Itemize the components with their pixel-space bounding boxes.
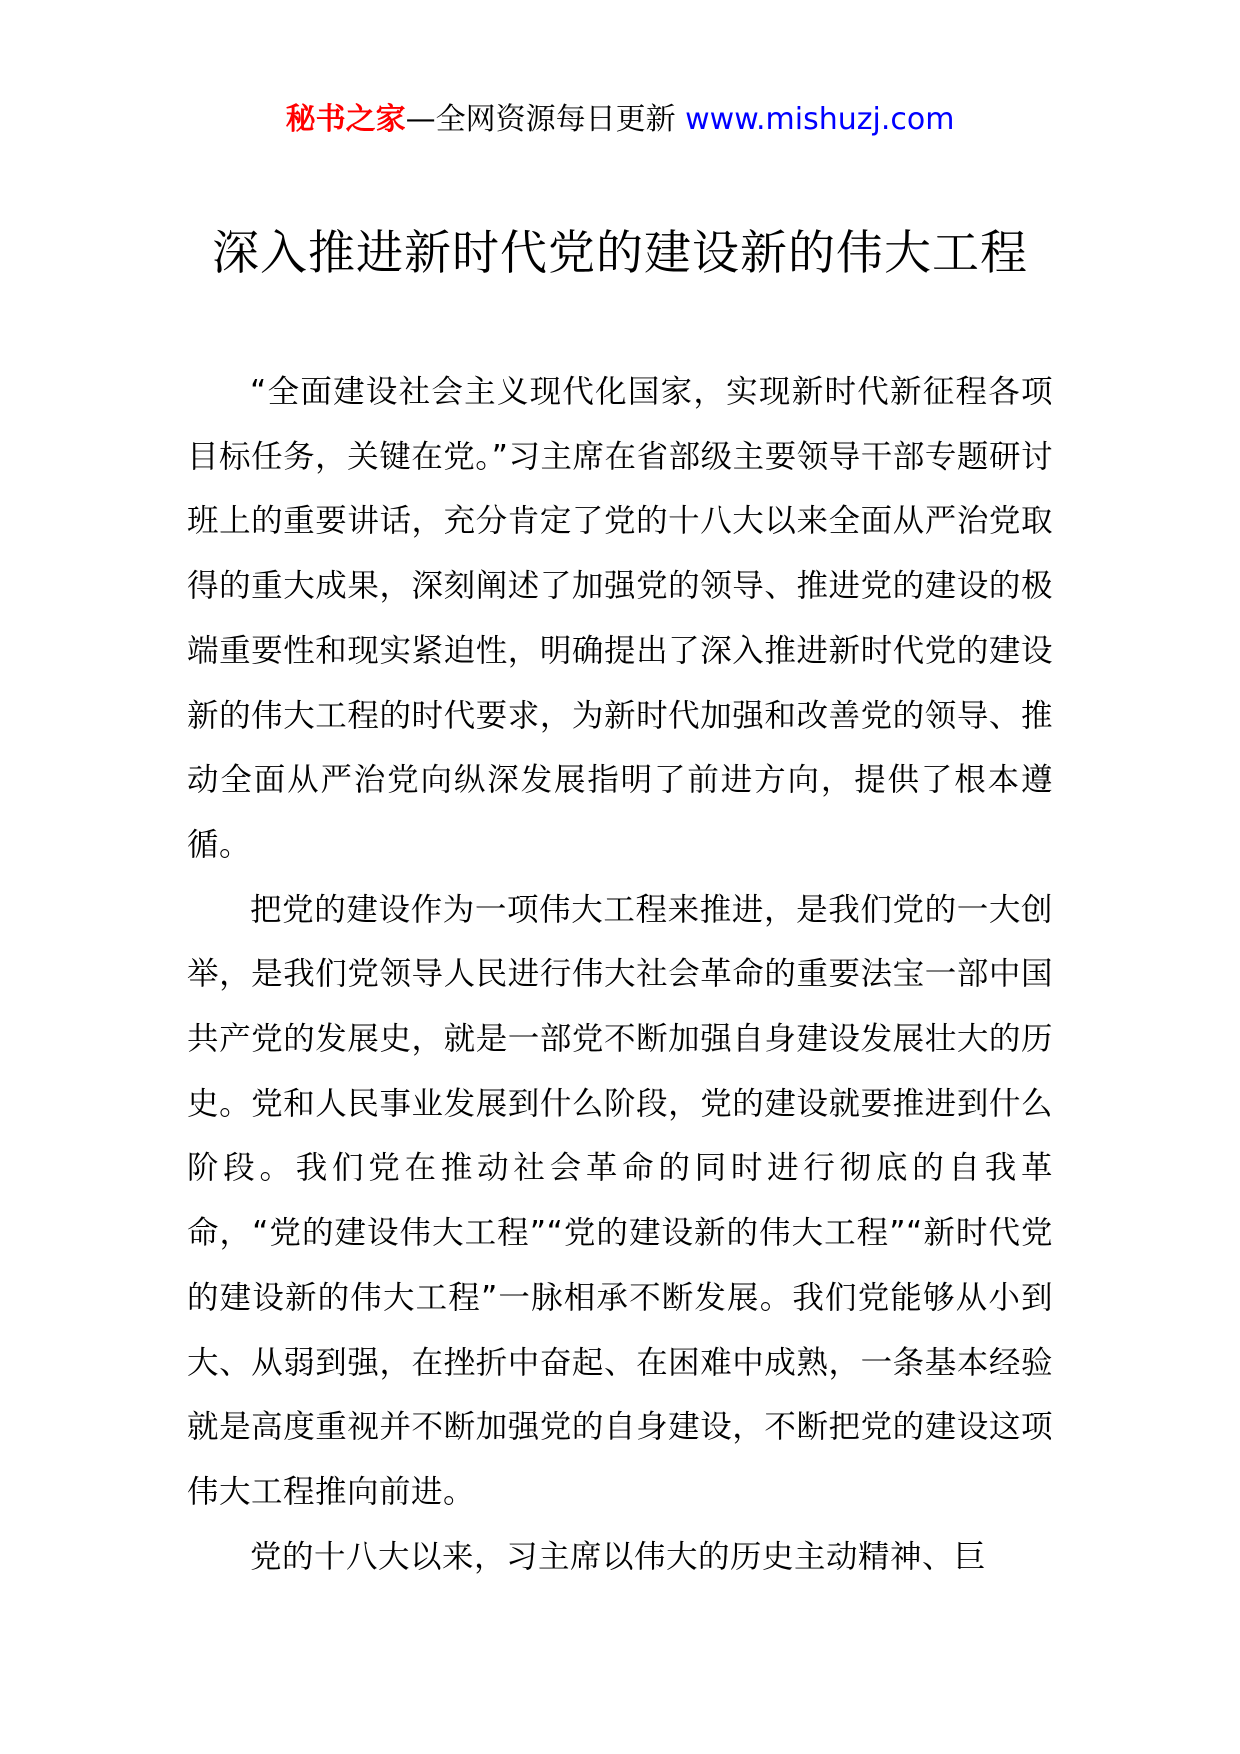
paragraph: 把党的建设作为一项伟大工程来推进，是我们党的一大创举，是我们党领导人民进行伟大社会革命的重要法宝一部中国共产党的发展史，就是一部党不断加强自身建设发展壮大的历史。党和人民事业发展到什么阶段，党的建设就要推进到什么阶段。我们党在推动社会革命的同时进行彻底的自我革命，“党的建设伟大工程”“党的建设新的伟大工程”“新时代党的建设新的伟大工程”一脉相承不断发展。我们党能够从小到大、从弱到强，在挫折中奋起、在困难中成熟，一条基本经验就是高度重视并不断加强党的自身建设，不断把党的建设这项伟大工程推向前进。 <box>187 891 1053 1510</box>
site-header <box>0 98 1240 142</box>
site-tagline: —全网资源每日更新 <box>405 102 676 137</box>
paragraph: “全面建设社会主义现代化国家，实现新时代新征程各项目标任务，关键在党。”习主席在省部级主要领导干部专题研讨班上的重要讲话，充分肯定了党的十八大以来全面从严治党取得的重大成果，深刻阐述了加强党的领导、推进党的建设的极端重要性和现实紧迫性，明确提出了深入推进新时代党的建设新的伟大工程的时代要求，为新时代加强和改善党的领导、推动全面从严治党向纵深发展指明了前进方向，提供了根本遵循。 <box>187 374 1053 863</box>
site-brand: 秘书之家 <box>285 102 406 137</box>
site-url-link[interactable]: www.mishuzj.com <box>685 102 955 137</box>
document-body <box>187 360 1053 1589</box>
paragraph: 党的十八大以来，习主席以伟大的历史主动精神、巨 <box>250 1538 987 1575</box>
document-title: 深入推进新时代党的建设新的伟大工程 <box>212 226 1028 281</box>
